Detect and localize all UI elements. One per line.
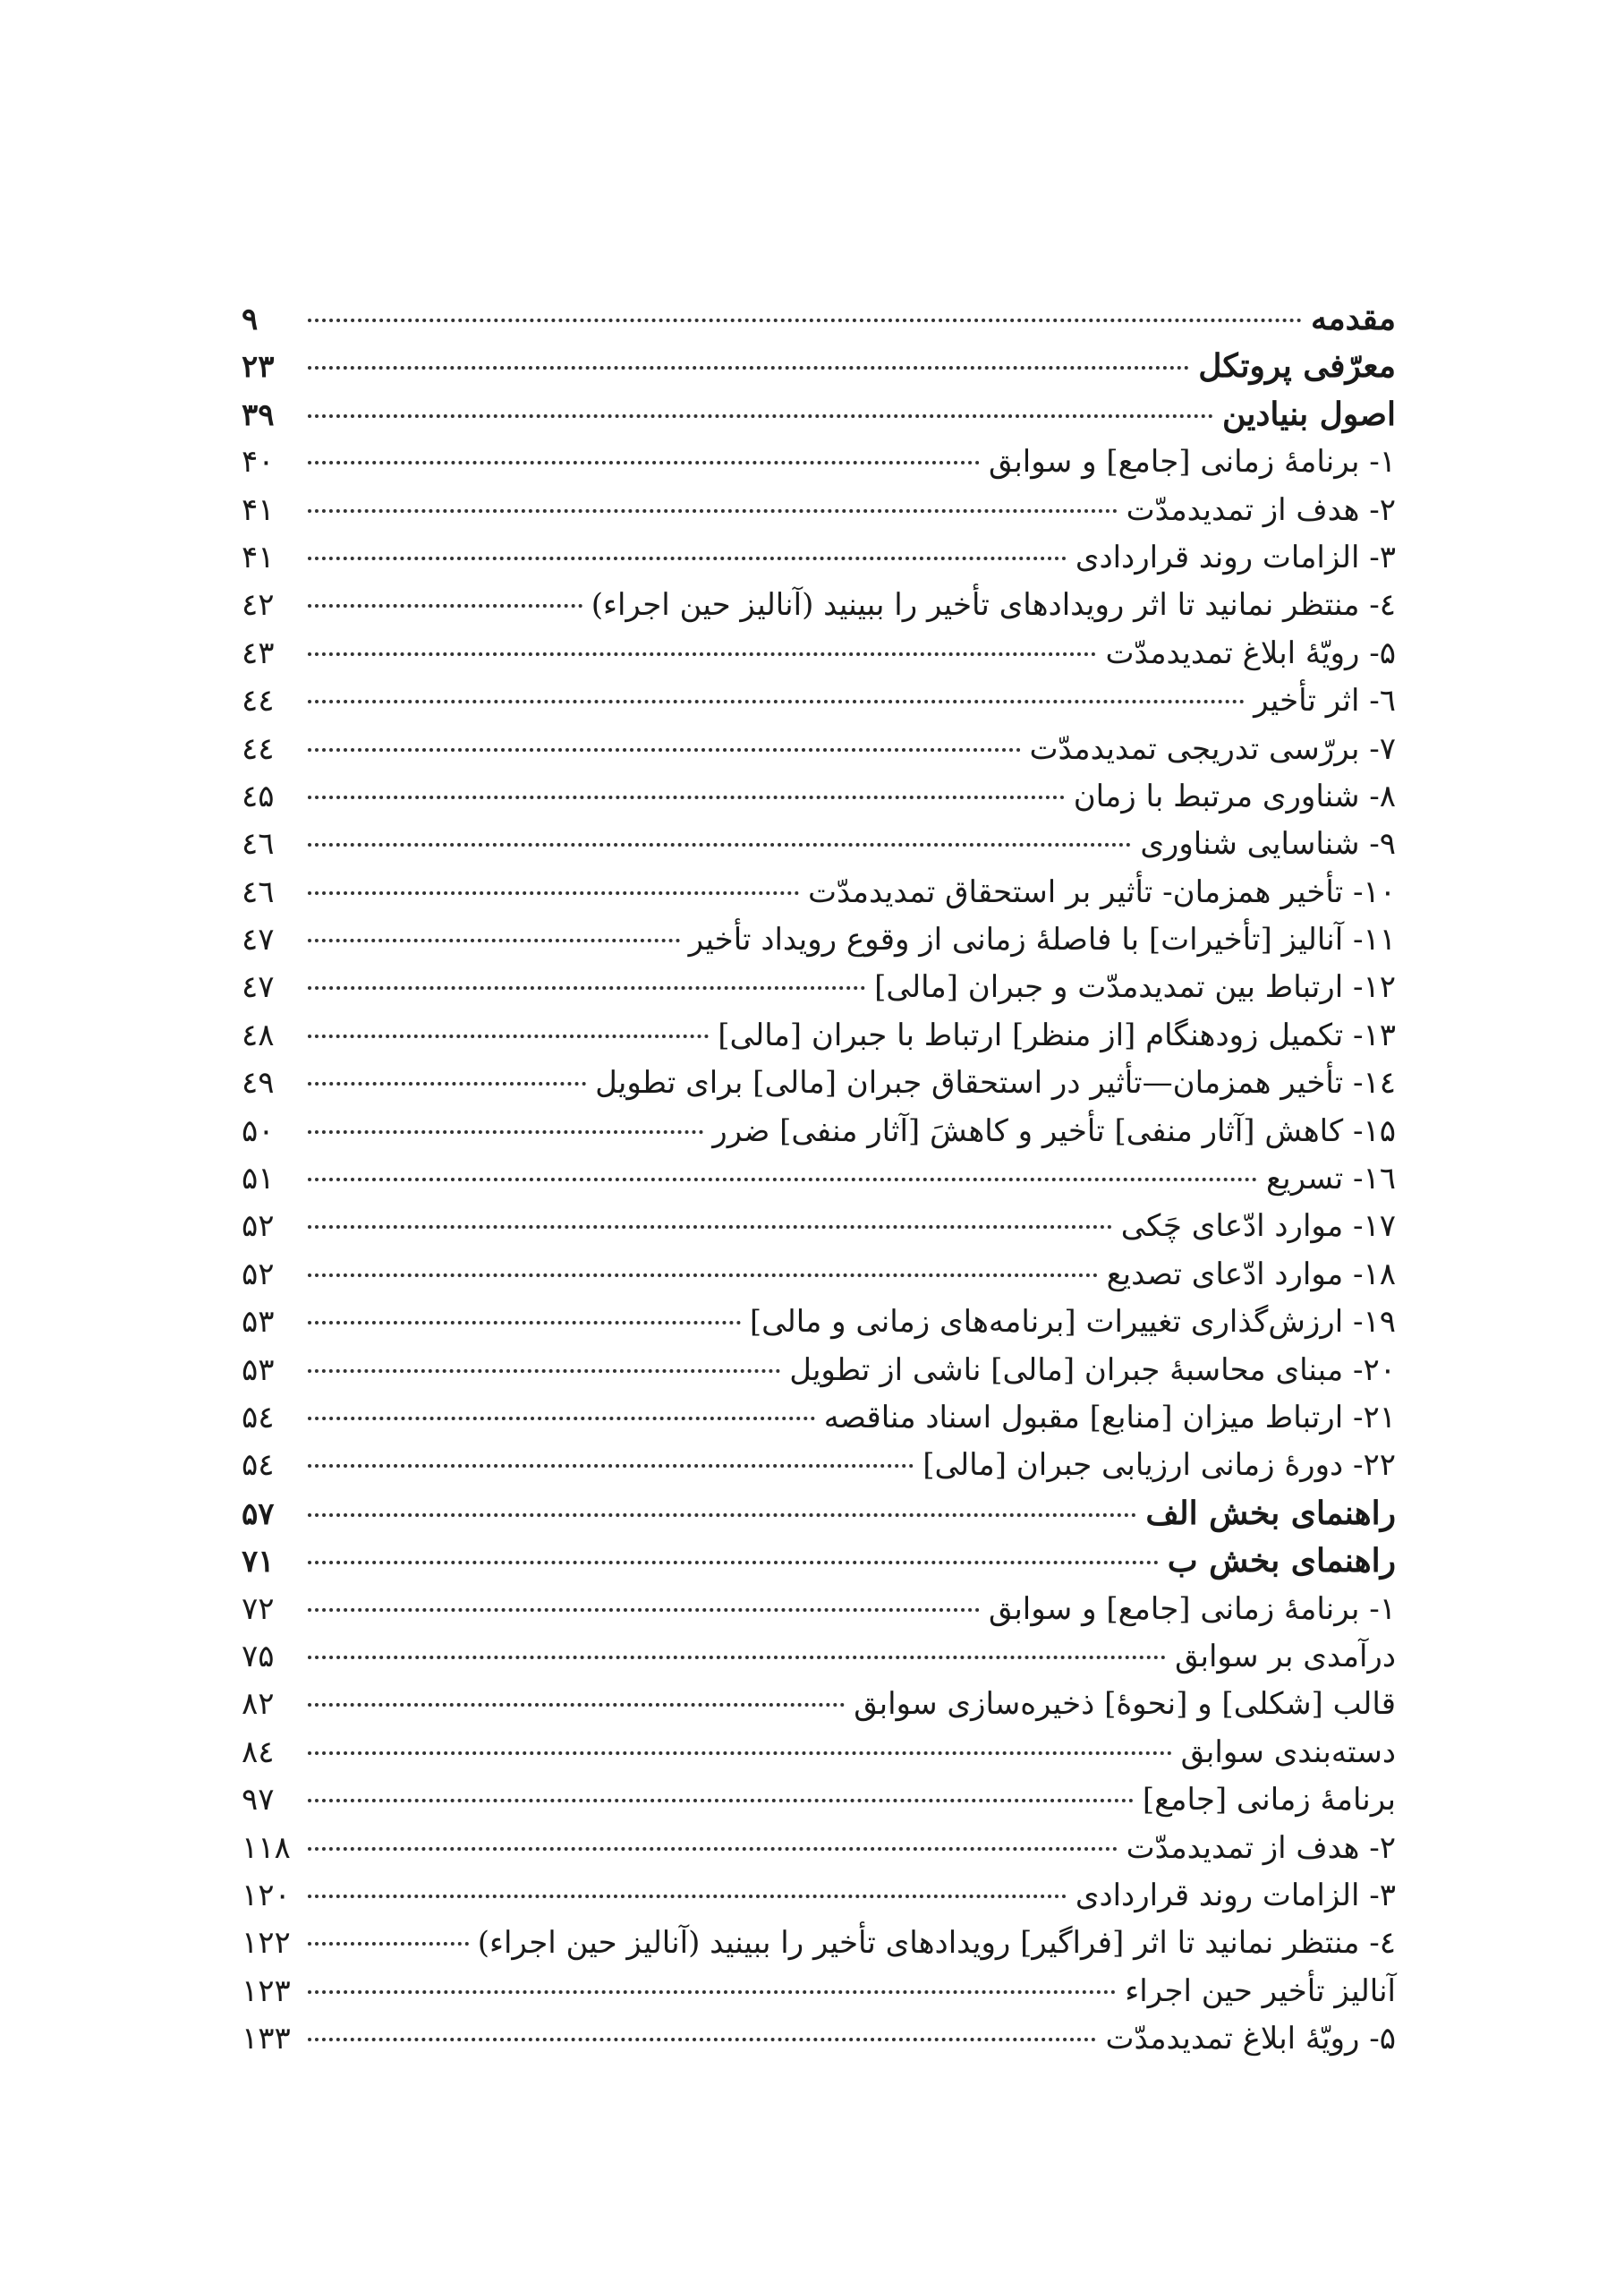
toc-dot-leader	[308, 843, 1131, 847]
toc-entry-title: ۱۹- ارزش‌گذاری تغییرات [برنامه‌های زمانی و مالی]	[749, 1304, 1396, 1341]
toc-entry-title: ۸- شناوری مرتبط با زمان	[1073, 778, 1396, 814]
toc-entry-title: ۱- برنامهٔ زمانی [جامع] و سوابق	[988, 444, 1396, 481]
toc-entry-title: ۱۰- تأخیر همزمان- تأثیر بر استحقاق تمدیدمدّت	[807, 873, 1396, 910]
toc-entry-page-number: ۵۲	[242, 1256, 275, 1292]
toc-entry-title: درآمدی بر سوابق	[1175, 1638, 1396, 1674]
toc-entry-page-number: ۵۷	[242, 1495, 275, 1532]
toc-entry	[242, 1776, 1396, 1824]
toc-entry-page-number: ٤۵	[242, 778, 275, 814]
toc-entry-page-number: ٤٤	[242, 683, 275, 720]
toc-entry	[242, 439, 1396, 486]
toc-entry	[242, 1155, 1396, 1203]
toc-dot-leader	[308, 1561, 1159, 1564]
toc-entry-title: ۲۲- دورهٔ زمانی ارزیابی جبران [مالی]	[923, 1447, 1396, 1484]
toc-entry-page-number: ٤۹	[242, 1065, 275, 1102]
toc-entry-page-number: ٤٦	[242, 873, 275, 910]
toc-entry-title: آنالیز تأخیر حین اجراء	[1125, 1972, 1396, 2009]
toc-entry-page-number: ۸۲	[242, 1686, 275, 1723]
toc-entry	[242, 1825, 1396, 1872]
toc-entry	[242, 1729, 1396, 1776]
toc-entry-title: ١٤- تأخیر همزمان—تأثیر در استحقاق جبران [مالی] برای تطویل	[595, 1065, 1396, 1102]
toc-entry	[242, 1060, 1396, 1107]
toc-dot-leader	[308, 1321, 741, 1324]
toc-dot-leader	[308, 1130, 703, 1134]
toc-entry-page-number: ٤۸	[242, 1017, 275, 1053]
toc-entry-title: ۱٦- تسریع	[1266, 1161, 1396, 1197]
toc-entry-page-number: ۷۲	[242, 1590, 275, 1627]
toc-entry	[242, 1633, 1396, 1681]
toc-entry-title: ۲- هدف از تمدیدمدّت	[1126, 1829, 1396, 1866]
toc-entry-title: ۵- رویّهٔ ابلاغ تمدیدمدّت	[1105, 2021, 1396, 2057]
toc-entry	[242, 916, 1396, 964]
toc-dot-leader	[308, 1656, 1166, 1659]
toc-entry-page-number: ۱۳۳	[242, 2021, 291, 2057]
toc-entry-title: ۱۷- موارد ادّعای چَکی	[1120, 1208, 1396, 1245]
toc-entry-title: ۷- بررّسی تدریجی تمدیدمدّت	[1029, 730, 1396, 767]
toc-dot-leader	[308, 1035, 709, 1038]
toc-dot-leader	[308, 1513, 1136, 1517]
toc-entry-page-number: ۵۳	[242, 1351, 275, 1388]
toc-dot-leader	[308, 1417, 815, 1420]
toc-entry-page-number: ٤٤	[242, 730, 275, 767]
toc-dot-leader	[308, 652, 1096, 656]
toc-entry-title: ۱- برنامهٔ زمانی [جامع] و سوابق	[988, 1590, 1396, 1627]
toc-entry-title: ۵- رویّهٔ ابلاغ تمدیدمدّت	[1105, 634, 1396, 671]
toc-entry	[242, 773, 1396, 821]
toc-dot-leader	[308, 1464, 914, 1468]
toc-entry	[242, 1012, 1396, 1060]
toc-entry	[242, 1203, 1396, 1250]
toc-entry-title: معرّفی پروتکل	[1198, 347, 1396, 386]
toc-entry-title: ۱۵- کاهش [آثار منفی] تأخیر و کاهشَ [آثار منفی] ضرر	[712, 1112, 1396, 1149]
toc-dot-leader	[308, 509, 1118, 513]
toc-entry-title: ۲- هدف از تمدیدمدّت	[1126, 491, 1396, 528]
toc-dot-leader	[308, 1369, 780, 1373]
toc-dot-leader	[308, 604, 582, 608]
toc-dot-leader	[308, 557, 1067, 560]
toc-entry	[242, 1251, 1396, 1299]
toc-entry-title: مقدمه	[1311, 300, 1396, 337]
toc-entry-page-number: ۵۲	[242, 1208, 275, 1245]
toc-dot-leader	[308, 1608, 980, 1612]
toc-entry	[242, 726, 1396, 773]
toc-entry-page-number: ۷۵	[242, 1638, 275, 1674]
toc-entry	[242, 1537, 1396, 1585]
toc-entry-title: دسته‌بندی سوابق	[1180, 1733, 1396, 1770]
toc-entry-page-number: ٤۷	[242, 969, 275, 1006]
toc-dot-leader	[308, 1703, 845, 1707]
toc-entry	[242, 1681, 1396, 1728]
toc-dot-leader	[308, 366, 1189, 370]
toc-entry-page-number: ۱۲۳	[242, 1972, 291, 2009]
toc-entry-title: ۲۰- مبنای محاسبهٔ جبران [مالی] ناشی از تطویل	[789, 1351, 1396, 1388]
toc-dot-leader	[308, 1273, 1098, 1277]
toc-dot-leader	[308, 414, 1213, 418]
toc-entry	[242, 1920, 1396, 1967]
toc-entry-page-number: ۲۳	[242, 349, 275, 386]
toc-dot-leader	[308, 891, 799, 895]
toc-entry-title: اصول بنیادین	[1221, 395, 1396, 433]
toc-entry	[242, 1347, 1396, 1394]
toc-entry-page-number: ۴۰	[242, 444, 275, 481]
toc-entry-title: قالب [شکلی] و [نحوهٔ] ذخیره‌سازی سوابق	[854, 1686, 1396, 1723]
toc-dot-leader	[308, 1942, 469, 1946]
toc-entry	[242, 391, 1396, 439]
toc-entry-title: برنامهٔ زمانی [جامع]	[1142, 1782, 1396, 1818]
toc-entry-page-number: ۱۲۲	[242, 1925, 291, 1962]
toc-entry	[242, 1490, 1396, 1537]
toc-dot-leader	[308, 796, 1065, 799]
toc-entry-page-number: ۵۰	[242, 1112, 275, 1149]
toc-entry	[242, 1394, 1396, 1442]
toc-entry	[242, 1108, 1396, 1155]
toc-entry-page-number: ۸٤	[242, 1733, 275, 1770]
toc-entry-page-number: ۴۱	[242, 539, 275, 575]
toc-entry-title: ۳- الزامات روند قراردادی	[1075, 1877, 1396, 1913]
toc-entry-title: ۲۱- ارتباط میزان [منابع] مقبول اسناد مناقصه	[823, 1399, 1396, 1435]
toc-entry-title: ۱۸- موارد ادّعای تصدیع	[1106, 1256, 1396, 1292]
toc-dot-leader	[308, 748, 1021, 752]
toc-entry-page-number: ۹۷	[242, 1782, 275, 1818]
toc-entry	[242, 1968, 1396, 2015]
toc-entry-page-number: ٤۷	[242, 922, 275, 958]
toc-entry-page-number: ۵۱	[242, 1161, 275, 1197]
toc-entry-title: راهنمای بخش ب	[1167, 1542, 1396, 1580]
toc-dot-leader	[308, 1847, 1118, 1851]
toc-entry	[242, 1872, 1396, 1920]
toc-entry-page-number: ۱۱۸	[242, 1829, 291, 1866]
toc-entry-page-number: ۱۲۰	[242, 1877, 291, 1913]
toc-entry-title: ٤- منتظر نمانید تا اثر رویدادهای تأخیر را ببینید (آنالیز حین اجراء)	[591, 587, 1396, 624]
toc-entry-page-number: ۹	[242, 302, 259, 337]
toc-entry-page-number: ۵۳	[242, 1304, 275, 1341]
table-of-contents	[242, 295, 1396, 2063]
toc-entry-title: ۳- الزامات روند قراردادی	[1075, 539, 1396, 575]
toc-entry	[242, 964, 1396, 1011]
toc-dot-leader	[308, 2038, 1096, 2041]
toc-entry-title: ۱۲- ارتباط بین تمدیدمدّت و جبران [مالی]	[874, 969, 1396, 1006]
toc-entry-page-number: ٤٦	[242, 826, 275, 863]
toc-entry	[242, 1299, 1396, 1346]
toc-entry	[242, 295, 1396, 343]
toc-entry-page-number: ۳۹	[242, 396, 275, 433]
toc-entry-title: راهنمای بخش الف	[1145, 1494, 1396, 1532]
toc-entry-page-number: ٤۳	[242, 634, 275, 671]
toc-entry	[242, 630, 1396, 677]
toc-entry-title: ۹- شناسایی شناوری	[1140, 826, 1396, 863]
toc-dot-leader	[308, 319, 1302, 322]
toc-entry	[242, 1586, 1396, 1633]
toc-dot-leader	[308, 461, 980, 464]
toc-entry-page-number: ۴۱	[242, 491, 275, 528]
toc-entry	[242, 582, 1396, 629]
toc-dot-leader	[308, 939, 680, 942]
toc-dot-leader	[308, 986, 865, 990]
toc-entry	[242, 677, 1396, 725]
toc-dot-leader	[308, 1178, 1257, 1181]
toc-entry-title: ٤- منتظر نمانید تا اثر [فراگیر] رویدادهای تأخیر را ببینید (آنالیز حین اجراء)	[477, 1925, 1396, 1962]
toc-entry	[242, 2015, 1396, 2063]
toc-dot-leader	[308, 700, 1245, 703]
toc-entry-title: ۱۱- آنالیز [تأخیرات] با فاصلهٔ زمانی از وقوع رویداد تأخیر	[688, 922, 1396, 958]
toc-dot-leader	[308, 1082, 586, 1086]
toc-entry-page-number: ٤۲	[242, 587, 275, 624]
toc-dot-leader	[308, 1799, 1134, 1802]
toc-entry	[242, 487, 1396, 534]
toc-entry-page-number: ۷۱	[242, 1544, 275, 1580]
toc-dot-leader	[308, 1225, 1112, 1229]
toc-entry	[242, 1442, 1396, 1489]
toc-dot-leader	[308, 1990, 1116, 1994]
toc-entry-page-number: ۵٤	[242, 1399, 275, 1435]
toc-entry	[242, 821, 1396, 868]
toc-entry-title: ۱۳- تکمیل زودهنگام [از منظر] ارتباط با جبران [مالی]	[718, 1017, 1396, 1053]
toc-entry	[242, 534, 1396, 582]
toc-dot-leader	[308, 1751, 1172, 1755]
toc-entry-page-number: ۵٤	[242, 1447, 275, 1484]
toc-dot-leader	[308, 1895, 1067, 1898]
toc-entry-title: ٦- اثر تأخیر	[1254, 683, 1396, 720]
toc-entry	[242, 869, 1396, 916]
toc-entry	[242, 343, 1396, 390]
